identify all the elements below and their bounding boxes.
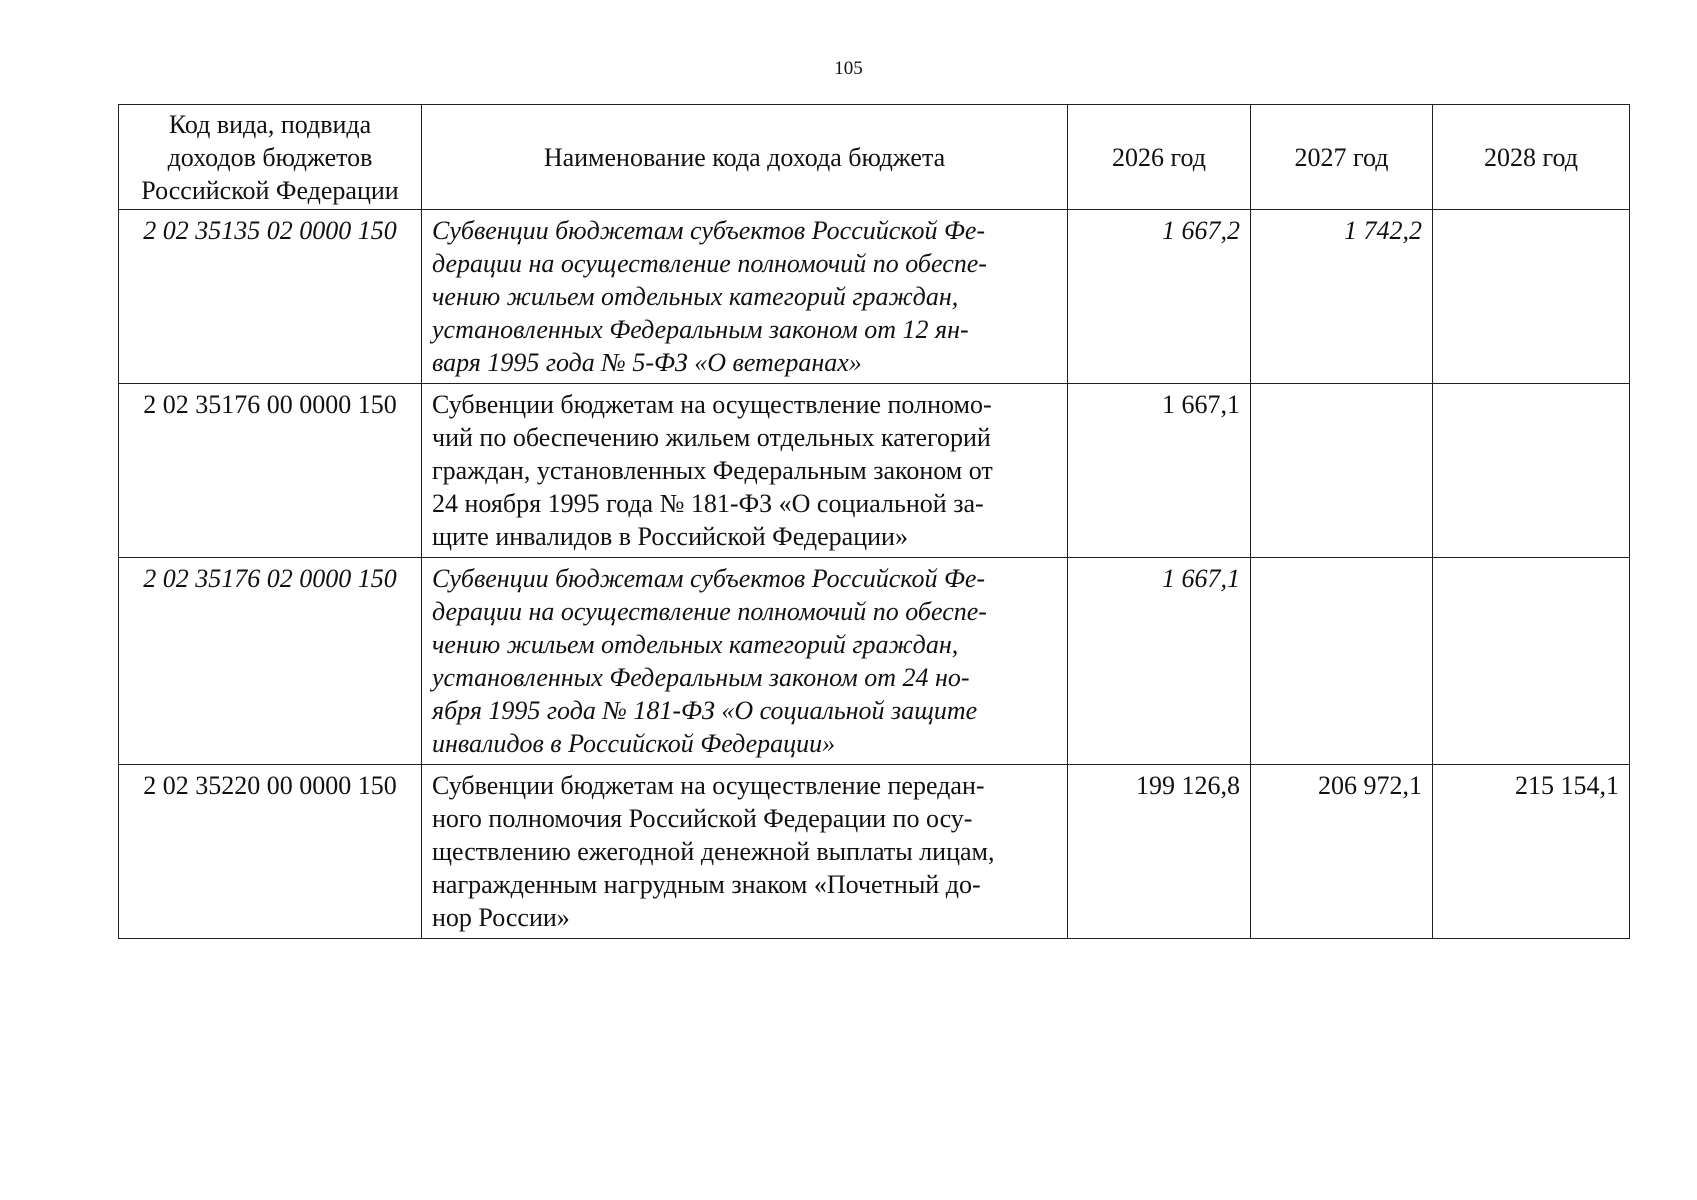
header-2027: 2027 год xyxy=(1251,105,1433,210)
row-value-2028 xyxy=(1433,384,1630,558)
table-row xyxy=(119,210,1630,384)
row-code: 2 02 35176 00 0000 150 xyxy=(119,384,422,558)
row-value-2027: 1 742,2 xyxy=(1251,210,1433,384)
row-code: 2 02 35135 02 0000 150 xyxy=(119,210,422,384)
page-number: 105 xyxy=(834,58,863,79)
header-2026: 2026 год xyxy=(1068,105,1251,210)
row-value-2027 xyxy=(1251,384,1433,558)
row-value-2026: 199 126,8 xyxy=(1068,765,1251,939)
table-row xyxy=(119,384,1630,558)
row-value-2026: 1 667,1 xyxy=(1068,384,1251,558)
row-value-2028 xyxy=(1433,210,1630,384)
table-row xyxy=(119,765,1630,939)
row-name: Субвенции бюджетам субъектов Российской Фе- дерации на осуществление полномочий по обеспе- чению жильем отдельных категорий граждан, установленных Федеральным законом от 12 ян- варя 1995 года № 5-ФЗ «О ветеранах» xyxy=(422,210,1068,384)
table-header-row xyxy=(119,105,1630,210)
header-2028: 2028 год xyxy=(1433,105,1630,210)
row-code: 2 02 35220 00 0000 150 xyxy=(119,765,422,939)
row-name: Субвенции бюджетам субъектов Российской Фе- дерации на осуществление полномочий по обеспе- чению жильем отдельных категорий граждан, установленных Федеральным законом от 24 но- ября 1995 года № 181-ФЗ «О социальной защите инвалидов в Российской Федерации» xyxy=(422,558,1068,765)
header-code: Код вида, подвида доходов бюджетов Российской Федерации xyxy=(119,105,422,210)
row-value-2026: 1 667,1 xyxy=(1068,558,1251,765)
row-value-2026: 1 667,2 xyxy=(1068,210,1251,384)
row-value-2027: 206 972,1 xyxy=(1251,765,1433,939)
table-row xyxy=(119,558,1630,765)
budget-revenue-table xyxy=(118,104,1630,939)
row-value-2028 xyxy=(1433,558,1630,765)
row-value-2028: 215 154,1 xyxy=(1433,765,1630,939)
row-value-2027 xyxy=(1251,558,1433,765)
row-code: 2 02 35176 02 0000 150 xyxy=(119,558,422,765)
row-name: Субвенции бюджетам на осуществление передан- ного полномочия Российской Федерации по осу- ществлению ежегодной денежной выплаты лицам, награжденным нагрудным знаком «Почетный до- нор России» xyxy=(422,765,1068,939)
row-name: Субвенции бюджетам на осуществление полномо- чий по обеспечению жильем отдельных категорий граждан, установленных Федеральным законом от 24 ноября 1995 года № 181-ФЗ «О социальной за- щите инвалидов в Российской Федерации» xyxy=(422,384,1068,558)
header-name: Наименование кода дохода бюджета xyxy=(422,105,1068,210)
